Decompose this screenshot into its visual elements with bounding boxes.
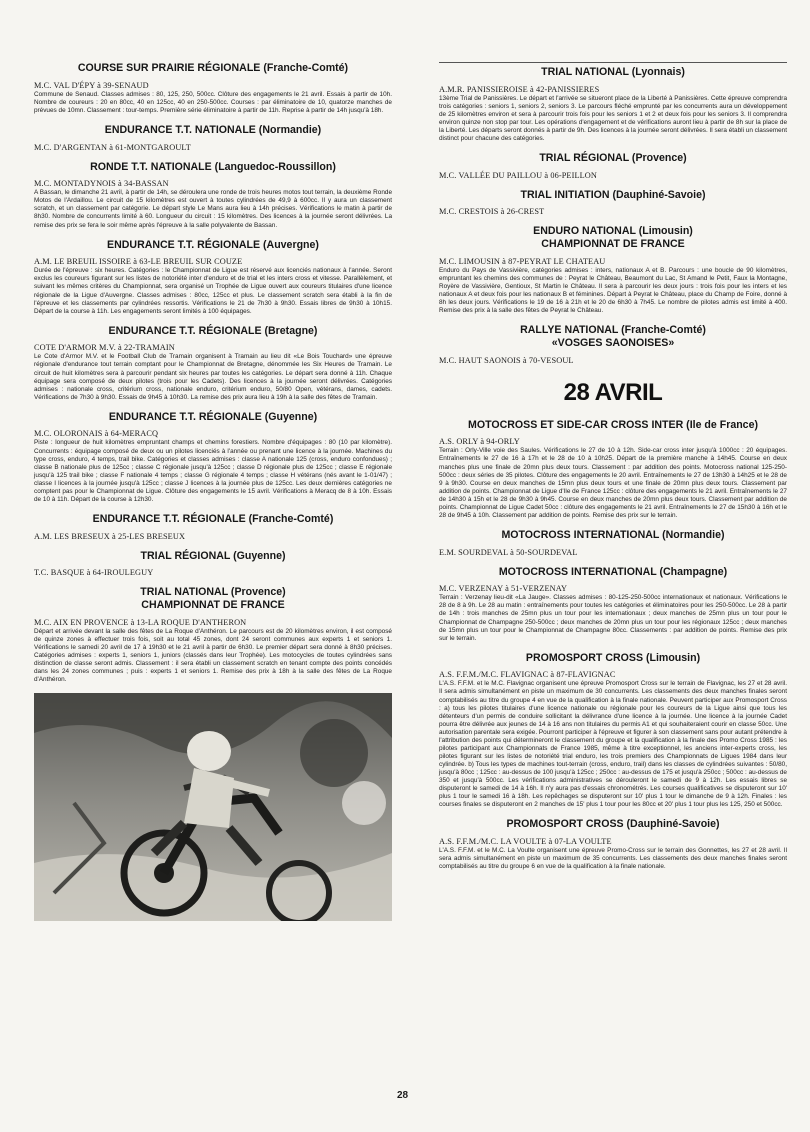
event-title: ENDURANCE T.T. RÉGIONALE (Franche-Comté) xyxy=(92,512,334,525)
event-title: COURSE SUR PRAIRIE RÉGIONALE (Franche-Comté) xyxy=(77,62,349,74)
club-line: M.C. MONTADYNOIS à 34-BASSAN xyxy=(34,179,169,189)
club-line: A.S. F.F.M./M.C. LA VOULTE à 07-LA VOULTE xyxy=(439,837,612,847)
event-title: ENDURANCE T.T. RÉGIONALE (Bretagne) xyxy=(108,324,318,337)
event-section xyxy=(439,62,787,143)
trial-rider-illustration xyxy=(34,693,392,921)
event-section xyxy=(439,652,787,810)
club-line: A.M. LES BRESEUX à 25-LES BRESEUX xyxy=(34,531,186,541)
right-column xyxy=(439,62,787,880)
event-body: Terrain : Orly-Ville voie des Saules. Vérifications le 27 de 10 à 12h. Side-car cross inter jusqu'à 1000cc : 20 équipages. Entraînements le 27 de 16 à 17h et le 28 de 10 à 10h25. Départ de la première manche à 14h45. Course en deux manches plus une finale de 20mn plus deux tours. Classement : par addition des points. Motocross national 125-250-500cc : deux séries de 35 pilotes. Clôture des engagements le 20 avril. Entraînements le 27 de 13h30 à 14h25 et le 28 de 9 à 9h30. Course en deux manches de 15mn plus deux tours et une finale de 20mn plus deux tours. Classement par addition de points. Championnat de Ligue d'Ile de France 125cc : clôture des engagements le 21 avril. Entraînements le 27 de 14h30 à 15h et le 28 de 9h30 à 9h45. Course en deux manches de 20mn plus deux tours. Classement par addition de points. Championnat de Ligue Cadet 50cc : clôture des engagements le 21 avril. Entraînements le 27 de 15h30 à 16h et le 28 de 9h45 à 10h. Classement par addition de points. Remise des prix sur le terrain. xyxy=(439,447,787,519)
event-title: ENDURO NATIONAL (Limousin) CHAMPIONNAT DE FRANCE xyxy=(533,225,693,251)
event-body: Terrain : Verzenay lieu-dit «La Jauge». Classes admises : 80-125-250-500cc internationaux et nationaux. Vérifications le 28 de 8 à 9h. Le 28 au matin : entraînements pour toutes les catégories et éliminatoires pour les 250-500cc. Le 28 à partir de 14h : trois manches de 25mn plus un tour pour les internationaux ; deux manches de 25mn plus un tour pour le Championnat de Champagne 250-500cc ; deux manches de 20mn plus un tour pour les régionaux 125cc ; deux manches de 15mn plus un tour pour le Championnat de Champagne 80cc. Classements : par addition de points. Remise des prix sur le terrain. xyxy=(439,594,787,642)
event-title: PROMOSPORT CROSS (Dauphiné-Savoie) xyxy=(506,818,720,831)
club-line: M.C. VAL D'ÉPY à 39-SENAUD xyxy=(34,80,149,90)
event-title: ENDURANCE T.T. RÉGIONALE (Auvergne) xyxy=(107,238,319,251)
event-section xyxy=(439,419,787,520)
event-title: MOTOCROSS INTERNATIONAL (Normandie) xyxy=(501,528,725,541)
event-title: TRIAL RÉGIONAL (Provence) xyxy=(539,152,687,165)
event-title: MOTOCROSS ET SIDE-CAR CROSS INTER (Ile de France) xyxy=(468,418,758,431)
club-line: M.C. VERZENAY à 51-VERZENAY xyxy=(439,584,568,594)
event-title: ENDURANCE T.T. RÉGIONALE (Guyenne) xyxy=(108,410,318,423)
club-line: T.C. BASQUE à 64-IROULEGUY xyxy=(34,568,154,578)
event-section xyxy=(439,189,787,217)
event-section xyxy=(439,529,787,557)
event-section xyxy=(34,325,392,402)
event-title: RALLYE NATIONAL (Franche-Comté) «VOSGES SAONOISES» xyxy=(520,324,706,349)
trial-rider-photo xyxy=(34,693,392,921)
club-line: M.C. D'ARGENTAN à 61-MONTGAROULT xyxy=(34,142,191,152)
event-title: TRIAL NATIONAL (Provence) CHAMPIONNAT DE FRANCE xyxy=(140,586,286,612)
club-line: M.C. LIMOUSIN à 87-PEYRAT LE CHATEAU xyxy=(439,256,606,266)
event-body: L'A.S. F.F.M. et le M.C. La Voulte organisent une épreuve Promo-Cross sur le terrain des Gonnettes, les 27 et 28 avril. Il sera admis simultanément en piste un maximum de 35 concurrents. Les classements des deux manches finales seront comptabilisés au titre du groupe 6 en vue de la qualification à la finale nationale. xyxy=(439,847,787,871)
event-section xyxy=(439,324,787,364)
event-section xyxy=(34,161,392,230)
event-body: Enduro du Pays de Vassivière, catégories admises : inters, nationaux A et B. Parcours : une boucle de 90 kilomètres, empruntant les chemins des communes de : Peyrat le Château, Beaumont du Lac, St Amand le Petit, Faux la Montagne, Royère de Vassivière, Gentioux, St Martin le Château. Il sera à parcourir les deux jours : trois fois pour les inters et les nationaux A et deux fois pour les nationaux B et féminines. Départ à Peyrat le Château, place du Champ de Foire, donné à 8h les deux jours. Vérifications le 19 de 16 à 21h et le 20 de 6h30 à 7h45. Le nombre de pilotes admis est limité à 400. Remise des prix à la salle des fêtes de Peyrat le Château. xyxy=(439,266,787,315)
event-body: Le Cote d'Armor M.V. et le Football Club de Tramain organisent à Tramain au lieu dit «Le Bois Touchard» une épreuve régionale d'endurance tout terrain comptant pour le Championnat de Bretagne, dénommée les Six Heures de Tramain. Le circuit de huit kilomètres sera à parcourir pendant six heures par toutes les catégories. Le départ sera donné à 11h. Chaque équipage sera composé de deux pilotes (trois pour les Cadets). Des licences à la journée seront délivrées. Catégories admises : nationale cross, critérium cross, nationale enduro, critérium enduro, 50/80 Open, vétérans, dames, cadets. Vérifications de 7h30 à 9h30. Essais de 9h45 à 10h30. La remise des prix aura lieu à 19h à la salle des fêtes de Tramain. xyxy=(34,353,392,401)
club-line: M.C. VALLÉE DU PAILLOU à 06-PEILLON xyxy=(439,170,597,180)
event-section xyxy=(439,566,787,643)
event-title: TRIAL RÉGIONAL (Guyenne) xyxy=(140,549,286,562)
event-title: PROMOSPORT CROSS (Limousin) xyxy=(525,651,701,664)
event-section xyxy=(34,586,392,684)
event-title: TRIAL NATIONAL (Lyonnais) xyxy=(439,62,787,79)
left-column xyxy=(34,62,392,921)
event-body: Durée de l'épreuve : six heures. Catégories : le Championnat de Ligue est réservé aux licenciés nationaux à l'année. Seront exclus les coureurs figurant sur les listes de notoriété inter d'enduro et de trial et les inters cross et vitesse. Parallèlement, et suivant les mêmes critères du Championnat, sera organisé un Trophée de Ligue ouvert aux coureurs titulaires d'une licence régionale de la Ligue d'Auvergne. Classes admises : 80cc, 125cc et plus. Le classement scratch sera établi à la fin de l'épreuve et les classements par cylindrées ressortis. Vérifications le 21 de 7h30 à 9h30. Essais libres de 9h30 à 10h15. Départ de la course à 11h. Les engagements seront limités à 100 équipages. xyxy=(34,267,392,315)
page-number: 28 xyxy=(397,1090,409,1101)
club-line: A.S. ORLY à 94-ORLY xyxy=(439,437,520,447)
club-line: A.M. LE BREUIL ISSOIRE à 63-LE BREUIL SUR COUZE xyxy=(34,257,243,267)
event-section xyxy=(34,550,392,578)
club-line: E.M. SOURDEVAL à 50-SOURDEVAL xyxy=(439,547,578,557)
event-section xyxy=(439,818,787,871)
event-title: ENDURANCE T.T. NATIONALE (Normandie) xyxy=(104,123,322,136)
event-section xyxy=(34,239,392,316)
club-line: A.S. F.F.M./M.C. FLAVIGNAC à 87-FLAVIGNAC xyxy=(439,670,616,680)
event-section xyxy=(34,411,392,504)
event-body: Piste : longueur de huit kilomètres empruntant champs et chemins forestiers. Nombre d'équipages : 80 (10 par kilomètre). Concurrents : équipage composé de deux ou un pilotes licenciés à l'année ou prenant une licence à la journée. Machines du type cross, enduro, 4 temps, trail bike. Catégories et classes admises : classe A nationale 125 (cross, enduro confondues) ; classe B nationale plus de 125cc ; classe C régionale jusqu'à 125cc ; classe D régionale plus de 125cc ; classe E régionale jusqu'à 125 trail bike ; classe F nationale 4 temps ; classe G régionale 4 temps ; classe H vétérans (nés avant le 1-01/47) ; classe I licences à la journée jusqu'à 125cc ; classe J licences à la journée plus de 125cc. Les deux dernières catégories ne comptent pas pour le Championnat de Ligue. Clôture des engagements le 15 avril. Vérifications à Meracq de 8 à 10h. Essais de 10 à 11h. Départ de la course à 12h30. xyxy=(34,439,392,503)
event-section xyxy=(34,513,392,541)
event-body: A Bassan, le dimanche 21 avril, à partir de 14h, se déroulera une ronde de trois heures motos tout terrain, la deuxième Ronde Motos de l'Ardaillou. Le circuit de 15 kilomètres est ouvert à toutes cylindrées de 49,9 à 600cc. Il y aura un classement scratch, et un classement par catégorie. Le départ style Le Mans aura lieu à 14h précises. Vérifications le matin à partir de 8h30. Nombre de concurrents limité à 60. Longueur du circuit : 15 kilomètres. Des licences à la journée seront délivrées. La remise des prix se fera le soir même après l'épreuve à la salle polyvalente de Bassan. xyxy=(34,189,392,229)
event-body: L'A.S. F.F.M. et le M.C. Flavignac organisent une épreuve Promosport Cross sur le terrain de Flavignac, les 27 et 28 avril. Il sera admis simultanément en piste un maximum de 30 concurrents. Les classements des deux manches finales seront comptabilisés au titre du groupe 4 en vue de la qualification à la finale nationale. Peuvent participer aux Promosport Cross : a) tous les pilotes titulaires d'une licence nationale ou régionale pour les coureurs de la Ligue ainsi que tous les détenteurs d'un permis de conduire sollicitant la délivrance d'une licence à la journée. Une licence à la journée Cadet pourra être délivrée aux jeunes de 14 à 16 ans non titulaires du permis A1 et qui souhaiteraient courir en classe 50cc. Une autorisation parentale sera exigée. Pourront participer à l'épreuve et figurer à son classement sans pour autant prétendre à l'attribution des points qui détermineront le classement du groupe et la qualification à la finale des Promo Cross 1985 : les pilotes participant aux Championnats de France 1985, même à titre exceptionnel, les anciens inter-experts cross, les pilotes figurant sur les listes de notoriété trial enduro, les trois premiers des Championnats de Ligues 1984 dans leur cylindrée. b) Tous les types de machines tout-terrain (cross, enduro, trail) dans les classes de cylindrées suivantes : 50/80, jusqu'à 80cc ; 125cc : au-dessus de 100 jusqu'à 125cc ; 250cc : au-dessus de 175 et jusqu'à 250cc ; 500cc : au-dessus de 350 et jusqu'à 500cc. Les vérifications administratives se dérouleront le samedi de 9 à 12h. Les essais libres se disputeront le samedi de 14 à 16h. Il n'y aura pas d'essais chronométrés. Les courses qualificatives se disputeront sur 10' plus 1 tour le samedi 16 à 18h. Les repêchages se disputeront sur 10' plus 1 tour le dimanche de 9 à 12h. Finales : les courses finales se disputeront en 2 manches de 15' plus 1 tour pour les 80cc et 20' plus 1 tour plus les 125, 250 et 500cc. xyxy=(439,680,787,809)
event-section xyxy=(34,62,392,115)
event-body: Départ et arrivée devant la salle des fêtes de La Roque d'Anthéron. Le parcours est de 20 kilomètres environ, il est composé de quinze zones à effectuer trois fois, soit au total 45 zones, dont 24 seront communes aux experts 1 et seniors 1. Vérifications le samedi 20 avril de 17 à 19h30 et le 21 avril à partir de 6h30. Le premier départ sera donné à 8h30 précises. Catégories admises : experts 1, seniors 1, juniors (classés dans leur Trophée). Les motocycles de toutes cylindrées sans distinction de classe seront admis. Classement : il sera établi un classement scratch en tenant compte des points concédés dans les 24 zones communes ; puis : experts 1 et seniors 1. Remise des prix à 18h à la salle des fêtes de La Roque d'Anthéron. xyxy=(34,627,392,684)
event-title: MOTOCROSS INTERNATIONAL (Champagne) xyxy=(498,565,728,578)
club-line: M.C. AIX EN PROVENCE à 13-LA ROQUE D'ANTHERON xyxy=(34,617,247,627)
club-line: COTE D'ARMOR M.V. à 22-TRAMAIN xyxy=(34,343,175,353)
club-line: M.C. HAUT SAONOIS à 70-VESOUL xyxy=(439,355,574,365)
date-heading: 28 AVRIL xyxy=(563,378,663,406)
event-title: TRIAL INITIATION (Dauphiné-Savoie) xyxy=(520,188,706,201)
event-section xyxy=(34,124,392,152)
event-body: 13ème Trial de Panissières. Le départ et l'arrivée se situeront place de la Liberté à Panissières. Cette épreuve comprendra trois catégories : seniors 1, seniors 2, seniors 3. Le parcours fléché emprunté par les concurrents aura un développement de 25 kilomètres environ et sera à parcourir trois fois pour les seniors 1 et 2 et deux fois pour les seniors 3. Il comprendra environ quinze non stop par tour. Les opérations d'engagement et de vérifications auront lieu à partir de 8h sur la place de la Liberté. Les départs seront donnés à partir de 9h. Des licences à la journée seront délivrées. Il sera établi un classement distinct pour chacune des catégories. xyxy=(439,94,787,143)
event-body: Commune de Senaud. Classes admises : 80, 125, 250, 500cc. Clôture des engagements le 21 avril. Essais à partir de 10h. Nombre de coureurs : 20 en 80cc, 40 en 125cc, 40 en 250-500cc. Courses : par éliminatoire de 10, quatorze manches de prévues de 10mn. Classement : tour-temps. Première série éliminatoire à partir de 11h. Reprise à partir de 14h jusqu'à 18h. xyxy=(34,90,392,114)
event-title: RONDE T.T. NATIONALE (Languedoc-Roussillon) xyxy=(90,160,336,173)
event-section xyxy=(439,225,787,315)
club-line: M.C. OLORONAIS à 64-MERACQ xyxy=(34,429,159,439)
club-line: M.C. CRESTOIS à 26-CREST xyxy=(439,207,545,217)
event-section xyxy=(439,152,787,180)
club-line: A.M.R. PANISSIEROISE à 42-PANISSIERES xyxy=(439,84,600,94)
